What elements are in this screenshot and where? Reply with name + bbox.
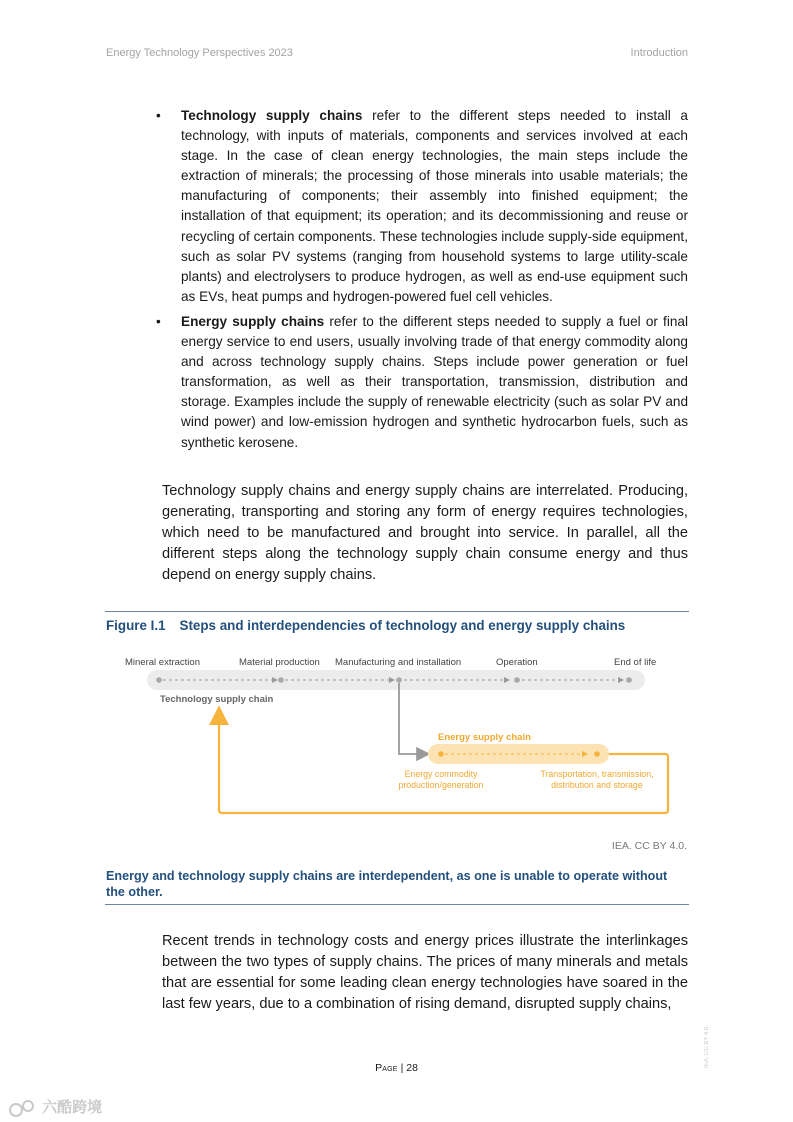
tech-node [156,677,162,683]
step-label-end-of-life: End of life [614,657,657,668]
figure-number: Figure I.1 [106,618,166,633]
bullet-text: refer to the different steps needed to supply a fuel or final energy service to end users, usually involving trade of that energy commodity along and across technology supply chains. Steps include power generation or fuel transformation, as well as their transportation, transmission, distribution and storage. Examples include the supply of renewable electricity (such as solar PV and wind power) and low-emission hydrogen and synthetic hydrocarbon fuels, such as synthetic kerosene. [181,313,688,450]
definition-list [152,106,688,458]
tech-node [514,677,520,683]
energy-step-label-transport: distribution and storage [551,780,643,790]
energy-chain-label: Energy supply chain [438,732,531,743]
header-publication-title: Energy Technology Perspectives 2023 [106,47,293,59]
page-separator: | [400,1062,407,1074]
watermark [8,1096,102,1118]
energy-node [594,751,600,757]
page-number-value: 28 [406,1062,418,1074]
energy-node [438,751,444,757]
step-label-material-production: Material production [239,657,320,668]
energy-step-label-production: production/generation [398,780,484,790]
watermark-text: 六酷跨境 [42,1099,103,1116]
figure-credit: IEA. CC BY 4.0. [611,840,687,852]
bullet-icon: • [156,108,161,123]
figure-title-text: Steps and interdependencies of technology and energy supply chains [179,618,626,633]
tech-node [626,677,632,683]
bullet-term: Energy supply chains [181,313,325,329]
manufacturing-to-energy-connector [399,683,427,754]
supply-chain-diagram [105,652,689,822]
list-item [152,312,688,453]
step-label-operation: Operation [496,657,538,668]
figure-caption: Energy and technology supply chains are interdependent, as one is unable to operate without the other. [106,869,668,899]
bullet-term: Technology supply chains [181,108,363,123]
energy-step-label-transport: Transportation, transmission, [540,769,654,779]
side-credit: IEA. CC BY 4.0. [704,1025,710,1068]
step-label-manufacturing: Manufacturing and installation [335,657,462,668]
technology-chain-label: Technology supply chain [160,694,274,705]
watermark-logo-icon [8,1098,38,1118]
energy-step-label-production: Energy commodity [404,769,478,779]
body-paragraph: Recent trends in technology costs and energy prices illustrate the interlinkages between the two types of supply chains. The prices of many minerals and metals that are essential for some leading clean energy technologies have soared in the last few years, due to a combination of rising demand, disrupted supply chains, [162,933,688,1012]
page-label: Page [375,1062,398,1074]
figure [105,611,689,905]
list-item [152,106,688,307]
tech-node [396,677,402,683]
page-number [0,1062,793,1074]
figure-title [106,618,625,633]
bullet-icon: • [156,313,161,329]
running-header [106,47,688,63]
header-section-title: Introduction [630,47,688,59]
step-label-mineral-extraction: Mineral extraction [125,657,200,668]
bullet-text: refer to the different steps needed to install a technology, with inputs of materials, components and services involved at each stage. In the case of clean energy technologies, the main steps include the extraction of minerals; the processing of those minerals into usable materials; the manufacturing of components; their assembly into finished equipment; the installation of that equipment; its operation; and its decommissioning and reuse or recycling of certain components. These technologies include supply-side equipment, such as solar PV systems (ranging from household systems to large utility-scale plants) and electrolysers to produce hydrogen, as well as end-use equipment such as EVs, heat pumps and hydrogen-powered fuel cell vehicles. [181,108,688,304]
tech-node [278,677,284,683]
body-paragraph: Technology supply chains and energy supply chains are interrelated. Producing, generating, transporting and storing any form of energy requires technologies, which need to be manufactured and brought into service. In parallel, all the different steps along the technology supply chain consume energy and thus depend on energy supply chains. [162,483,688,583]
